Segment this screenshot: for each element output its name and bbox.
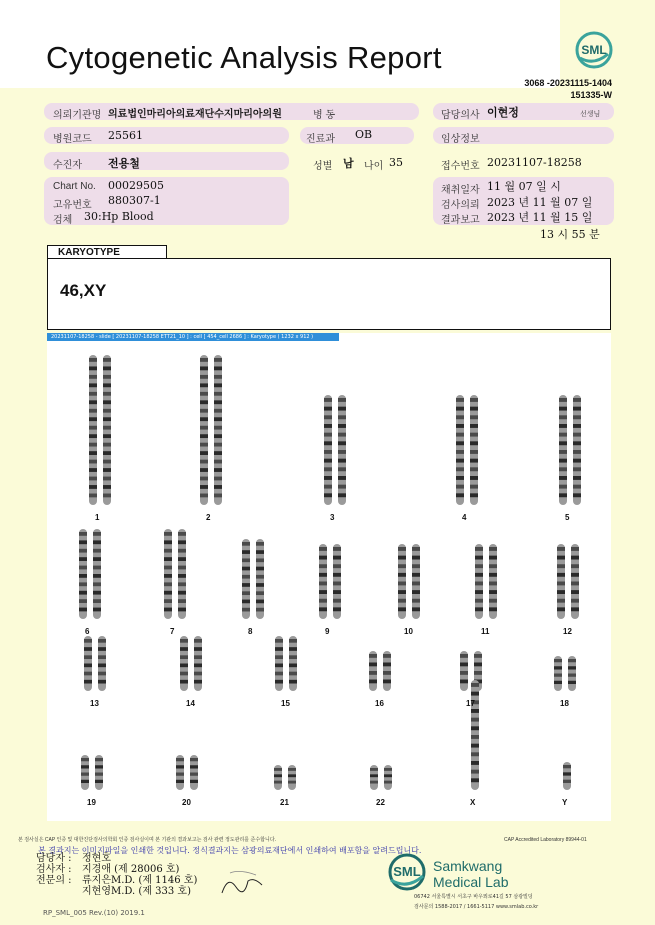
age-label: 나이 bbox=[364, 161, 384, 172]
chromosome-label: 21 bbox=[280, 798, 289, 807]
address-line2: 검사문의 1588-2017 / 1661-5117 www.smlab.co.kr bbox=[414, 904, 539, 910]
chromosome-1-1 bbox=[89, 355, 97, 505]
chromosome-Y bbox=[563, 762, 571, 790]
report-label: 결과보고 bbox=[441, 215, 480, 226]
chromosome-13-2 bbox=[98, 636, 106, 691]
chromosome-20-2 bbox=[190, 755, 198, 790]
id-label: 고유번호 bbox=[53, 200, 92, 211]
staff-role: 전문의 : bbox=[36, 875, 72, 886]
report-value: 2023 년 11 월 15 일 bbox=[487, 211, 593, 224]
chromosome-18-1 bbox=[554, 656, 562, 691]
staff-name: 정현호 bbox=[82, 853, 111, 864]
chromosome-5-1 bbox=[559, 395, 567, 505]
chromosome-label: 14 bbox=[186, 699, 195, 708]
receipt-label: 접수번호 bbox=[441, 161, 480, 172]
chromosome-label: 11 bbox=[481, 627, 490, 636]
chromosome-2-1 bbox=[200, 355, 208, 505]
chromosome-9-2 bbox=[333, 544, 341, 619]
request-value: 2023 년 11 월 07 일 bbox=[487, 196, 593, 209]
report-time: 13 시 55 분 bbox=[540, 228, 600, 241]
institution-label: 의뢰기관명 bbox=[53, 110, 102, 121]
chart-label: Chart No. bbox=[53, 181, 96, 192]
chromosome-8-1 bbox=[242, 539, 250, 619]
collect-value: 11 월 07 일 시 bbox=[487, 180, 561, 193]
collect-label: 채취일자 bbox=[441, 185, 480, 196]
chromosome-17-1 bbox=[460, 651, 468, 691]
chromosome-label: 22 bbox=[376, 798, 385, 807]
chromosome-21-1 bbox=[274, 765, 282, 790]
sex-value: 남 bbox=[343, 157, 354, 170]
chromosome-label: 16 bbox=[375, 699, 384, 708]
chromosome-label: 9 bbox=[325, 627, 330, 636]
sml-logo-text: SML bbox=[581, 43, 607, 57]
dept-label: 진료과 bbox=[306, 134, 335, 145]
staff-role: 검사자 : bbox=[36, 864, 72, 875]
report-id-line1: 3068 -20231115-1404 bbox=[524, 78, 612, 88]
chromosome-16-1 bbox=[369, 651, 377, 691]
karyotype-section-label: KARYOTYPE bbox=[47, 245, 167, 258]
chromosome-3-2 bbox=[338, 395, 346, 505]
report-title: Cytogenetic Analysis Report bbox=[46, 40, 442, 75]
chromosome-label: 18 bbox=[560, 699, 569, 708]
karyogram-drawing bbox=[47, 333, 611, 821]
staff-row bbox=[36, 864, 197, 875]
chromosome-15-2 bbox=[289, 636, 297, 691]
address-line1: 06742 서울특별시 서초구 바우뫼로41길 57 삼광빌딩 bbox=[414, 894, 533, 900]
chromosome-15-1 bbox=[275, 636, 283, 691]
age-value: 35 bbox=[389, 156, 403, 169]
chromosome-label: 13 bbox=[90, 699, 99, 708]
id-value: 880307-1 bbox=[108, 194, 161, 207]
fine-print-left: 본 검사실은 CAP 인증 및 대한진단검사의학회 인증 검사실이며 본 기관의 결과보고는 검사 관련 정도관리를 준수합니다. bbox=[18, 837, 277, 843]
chromosome-label: 20 bbox=[182, 798, 191, 807]
karyotype-value: 46,XY bbox=[60, 281, 107, 300]
chromosome-label: 8 bbox=[248, 627, 253, 636]
chromosome-10-1 bbox=[398, 544, 406, 619]
brand-line1: Samkwang bbox=[433, 858, 503, 874]
brand-line2: Medical Lab bbox=[433, 874, 509, 890]
clinical-label: 임상정보 bbox=[441, 134, 480, 145]
chromosome-label: 6 bbox=[85, 627, 90, 636]
report-id-line2: 151335-W bbox=[570, 90, 612, 100]
brand-name bbox=[433, 858, 509, 890]
chromosome-6-2 bbox=[93, 529, 101, 619]
request-label: 검사의뢰 bbox=[441, 200, 480, 211]
chromosome-21-2 bbox=[288, 765, 296, 790]
staff-name: 지경애 (제 28006 호) bbox=[82, 864, 180, 875]
chromosome-label: 17 bbox=[466, 699, 475, 708]
brand-address bbox=[414, 892, 538, 912]
chromosome-label: 3 bbox=[330, 513, 335, 522]
staff-name: 류지은M.D. (제 1146 호) bbox=[82, 875, 198, 886]
chromosome-9-1 bbox=[319, 544, 327, 619]
ward-label: 병 동 bbox=[313, 110, 336, 121]
sex-label: 성별 bbox=[313, 161, 333, 172]
chromosome-11-2 bbox=[489, 544, 497, 619]
chart-value: 00029505 bbox=[108, 179, 164, 192]
chromosome-22-2 bbox=[384, 765, 392, 790]
specimen-value: 30:Hp Blood bbox=[84, 210, 154, 223]
chromosome-label: Y bbox=[562, 798, 568, 807]
chromosome-3-1 bbox=[324, 395, 332, 505]
image-notice: 본 결과지는 이미지파일을 인쇄한 것입니다. 정식결과지는 삼광의료재단에서 인쇄하여 배포함을 알려드립니다. bbox=[38, 846, 422, 855]
chromosome-22-1 bbox=[370, 765, 378, 790]
hospital-code-label: 병원코드 bbox=[53, 134, 92, 145]
chromosome-label: 12 bbox=[563, 627, 572, 636]
doctor-label: 담당의사 bbox=[441, 110, 480, 121]
chromosome-19-1 bbox=[81, 755, 89, 790]
chromosome-5-2 bbox=[573, 395, 581, 505]
chromosome-7-1 bbox=[164, 529, 172, 619]
chromosome-label: 4 bbox=[462, 513, 467, 522]
staff-row bbox=[36, 853, 197, 864]
karyogram-image bbox=[47, 333, 611, 821]
fine-print-right: CAP Accredited Laboratory 89944-01 bbox=[504, 837, 587, 843]
chromosome-label: 1 bbox=[95, 513, 100, 522]
chromosome-13-1 bbox=[84, 636, 92, 691]
patient-label: 수진자 bbox=[53, 160, 82, 171]
brand-logo-icon bbox=[385, 852, 429, 892]
chromosome-label: 5 bbox=[565, 513, 570, 522]
staff-role: 담당자 : bbox=[36, 853, 72, 864]
chromosome-4-1 bbox=[456, 395, 464, 505]
doctor-value: 이현정 bbox=[487, 106, 519, 119]
chromosome-4-2 bbox=[470, 395, 478, 505]
brand-block bbox=[385, 852, 509, 896]
chromosome-1-2 bbox=[103, 355, 111, 505]
specimen-label: 검체 bbox=[53, 215, 73, 226]
dept-value: OB bbox=[355, 128, 373, 141]
chromosome-label: 2 bbox=[206, 513, 211, 522]
chromosome-X bbox=[471, 680, 479, 790]
chromosome-20-1 bbox=[176, 755, 184, 790]
brand-logo-text: SML bbox=[393, 864, 421, 879]
chromosome-16-2 bbox=[383, 651, 391, 691]
receipt-value: 20231107-18258 bbox=[487, 156, 582, 169]
chromosome-8-2 bbox=[256, 539, 264, 619]
chromosome-2-2 bbox=[214, 355, 222, 505]
form-number: RP_SML_005 Rev.(10) 2019.1 bbox=[43, 909, 145, 917]
staff-row bbox=[36, 875, 197, 886]
chromosome-6-1 bbox=[79, 529, 87, 619]
report-id bbox=[500, 77, 612, 101]
chromosome-12-2 bbox=[571, 544, 579, 619]
staff-list bbox=[36, 853, 197, 897]
signature-icon bbox=[218, 867, 266, 899]
report-header bbox=[0, 0, 560, 88]
chromosome-12-1 bbox=[557, 544, 565, 619]
hospital-code-value: 25561 bbox=[108, 129, 143, 142]
chromosome-18-2 bbox=[568, 656, 576, 691]
chromosome-label: 10 bbox=[404, 627, 413, 636]
chromosome-label: 7 bbox=[170, 627, 175, 636]
staff-name: 지현영M.D. (제 333 호) bbox=[82, 886, 191, 897]
chromosome-14-1 bbox=[180, 636, 188, 691]
chromosome-label: X bbox=[470, 798, 476, 807]
chromosome-19-2 bbox=[95, 755, 103, 790]
sml-logo-icon bbox=[574, 30, 614, 70]
patient-value: 전용철 bbox=[108, 157, 140, 170]
institution-value: 의료법인마리아의료재단수지마리아의원 bbox=[108, 109, 282, 120]
chromosome-label: 19 bbox=[87, 798, 96, 807]
doctor-suffix: 선생님 bbox=[580, 111, 601, 118]
chromosome-14-2 bbox=[194, 636, 202, 691]
staff-row bbox=[36, 886, 197, 897]
chromosome-7-2 bbox=[178, 529, 186, 619]
karyotype-box bbox=[47, 258, 611, 330]
chromosome-11-1 bbox=[475, 544, 483, 619]
chromosome-label: 15 bbox=[281, 699, 290, 708]
image-caption: 20231107-18258 - slide [ 20231107-18258 ETT21_10 ] : cell [ 454_cell 2686 ] : Karyotype ( 1232 x 912 ) bbox=[47, 333, 339, 341]
chromosome-10-2 bbox=[412, 544, 420, 619]
